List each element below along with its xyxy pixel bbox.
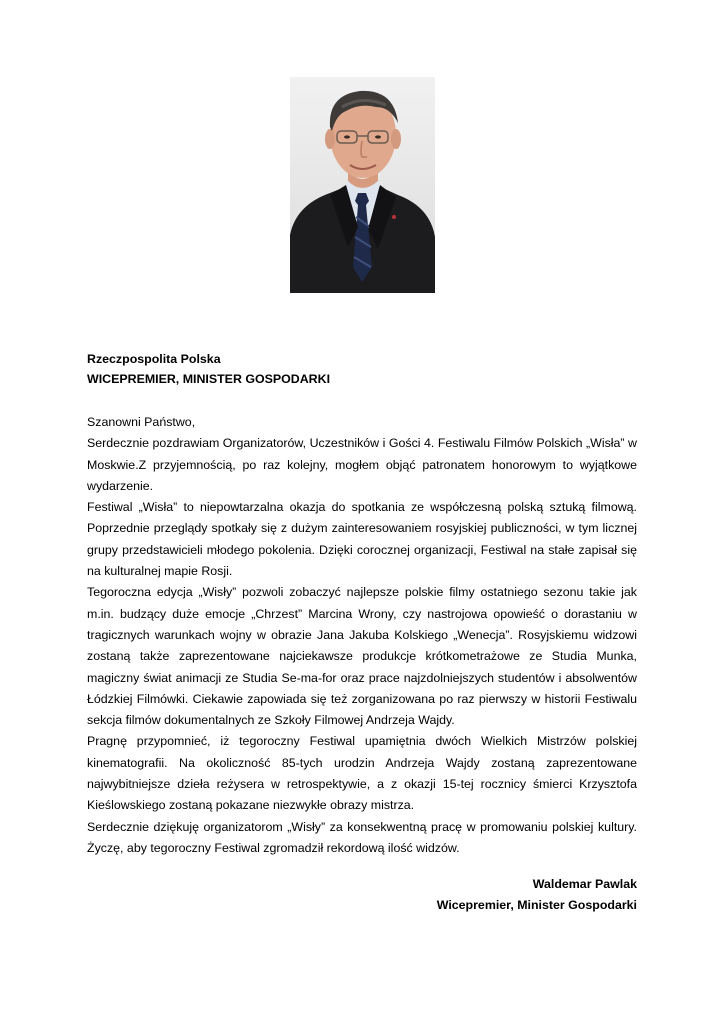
- portrait-photo: [290, 77, 435, 293]
- paragraph-5: Serdecznie dziękuję organizatorom „Wisły” za konsekwentną pracę w promowaniu polskiej kultury. Życzę, aby tegoroczny Festiwal zgromadził rekordową ilość widzów.: [87, 819, 637, 855]
- salutation: Szanowni Państwo,: [87, 415, 196, 429]
- paragraph-3: Tegoroczna edycja „Wisły” pozwoli zobaczyć najlepsze polskie filmy ostatniego sezonu takie jak m.in. budzący duże emocje „Chrzest” Marcina Wrony, czy nastrojowa opowieść o dorastaniu w tragicznych warunkach wojny w obrazie Jana Jakuba Kolskiego „Wenecja”. Rosyjskiemu widzowi zostaną także zaprezentowane najciekawsze produkcje krótkometrażowe ze Studia Munka, magiczny świat animacji ze Studia Se-ma-for oraz prace najzdolniejszych studentów i absolwentów Łódzkiej Filmówki. Ciekawie zapowiada się też zorganizowana po raz pierwszy w historii Festiwalu sekcja filmów dokumentalnych ze Szkoły Filmowej Andrzeja Wajdy.: [87, 585, 637, 728]
- header-line-1: Rzeczpospolita Polska: [87, 352, 221, 366]
- paragraph-2: Festiwal „Wisła” to niepowtarzalna okazja do spotkania ze współczesną polską sztuką filmową. Poprzednie przeglądy spotkały się z dużym zainteresowaniem rosyjskiej publiczności, w tym licznej grupy przedstawicieli młodego pokolenia. Dzięki corocznej organizacji, Festiwal na stałe zapisał się na kulturalnej mapie Rosji.: [87, 500, 637, 579]
- header-line-2: WICEPREMIER, MINISTER GOSPODARKI: [87, 372, 331, 386]
- signature-title: Wicepremier, Minister Gospodarki: [436, 898, 637, 912]
- signature-name: Waldemar Pawlak: [532, 877, 637, 891]
- portrait-illustration: [290, 77, 435, 293]
- letter-header: [87, 349, 647, 389]
- letter-body: [87, 412, 637, 859]
- paragraph-1: Serdecznie pozdrawiam Organizatorów, Uczestników i Gości 4. Festiwalu Filmów Polskich „Wisła” w Moskwie.Z przyjemnością, po raz kolejny, mogłem objąć patronatem honorowym to wyjątkowe wydarzenie.: [87, 436, 637, 493]
- paragraph-4: Pragnę przypomnieć, iż tegoroczny Festiwal upamiętnia dwóch Wielkich Mistrzów polskiej kinematografii. Na okoliczność 85-tych urodzin Andrzeja Wajdy zostaną zaprezentowane najwybitniejsze dzieła reżysera w retrospektywie, a z okazji 15-tej rocznicy śmierci Krzysztofa Kieślowskiego zostaną pokazane niezwykłe obrazy mistrza.: [87, 734, 637, 813]
- signature-block: [437, 874, 637, 916]
